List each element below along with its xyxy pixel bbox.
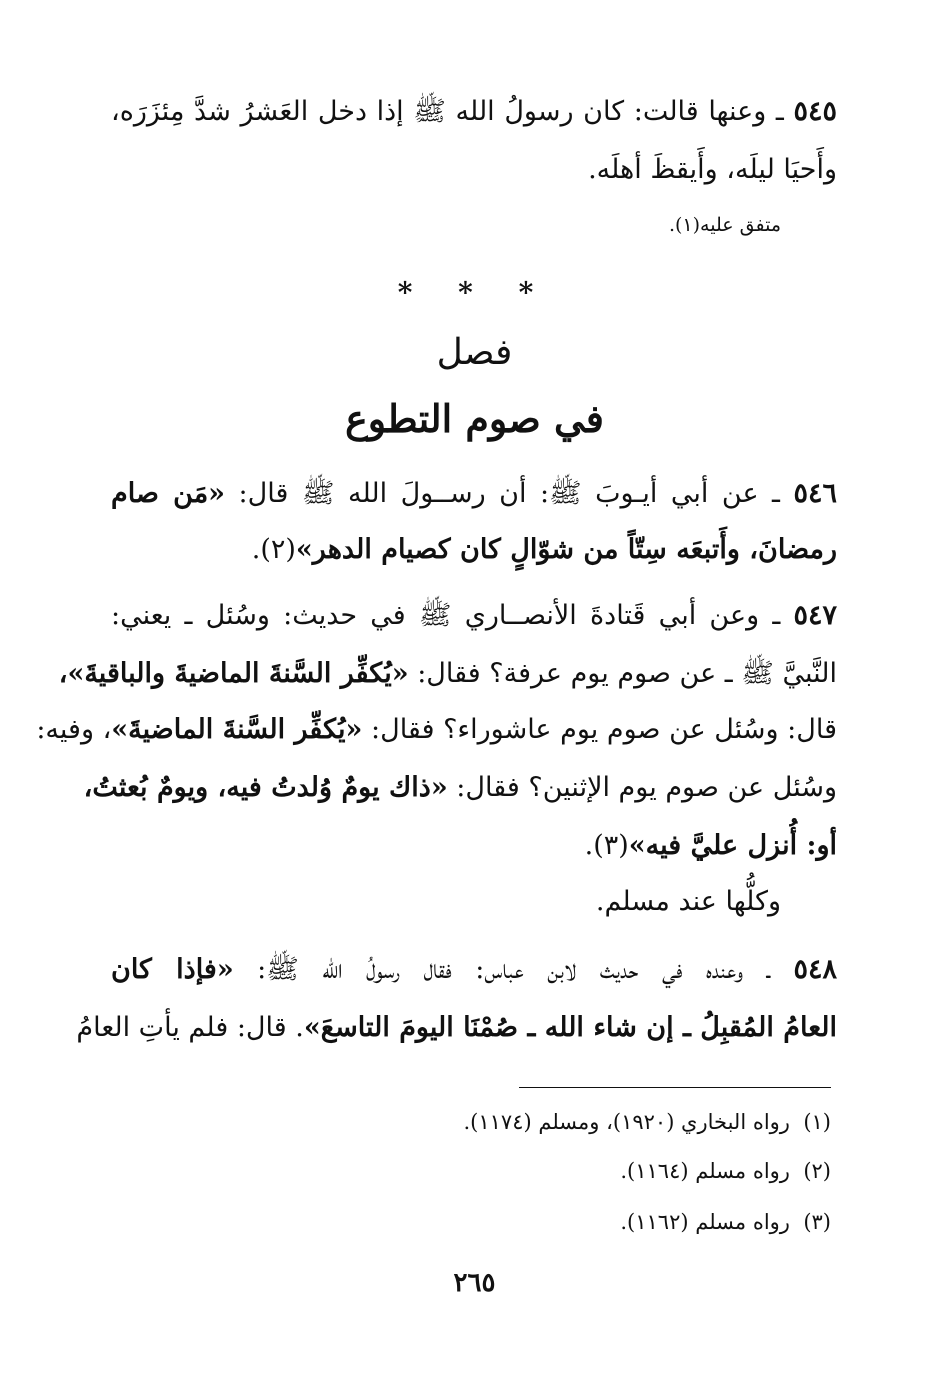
hadith-text: . قال: فلم يأتِ العامُ [76,1012,304,1043]
hadith-547-line-5 [111,826,837,866]
hadith-text: وأَحيَا ليلَه، وأَيقظَ أهلَه. [588,154,837,185]
footnote-divider [519,1087,831,1088]
footnote-mark: (٢) [803,1159,831,1183]
hadith-text: قال: وسُئل عن صوم يوم عاشوراء؟ فقال: [370,714,837,745]
hadith-number: ٥٤٥ [793,96,837,127]
hadith-545-line-1 [111,92,837,132]
footnote-text: رواه البخاري (١٩٢٠)، ومسلم (١١٧٤). [463,1110,790,1134]
section-separator: * * * [397,276,552,309]
hadith-number: ٥٤٦ [793,478,837,509]
hadith-text: النَّبيَّ ﷺ ـ عن صوم يوم عرفة؟ فقال: [417,658,837,689]
footnote-3 [620,1207,831,1237]
hadith-545-source: متفق عليه(١). [668,214,781,236]
footnote-ref: (٢). [251,534,296,565]
footnote-text: رواه مسلم (١١٦٢). [620,1210,790,1234]
hadith-quote: «يُكفِّر السَّنةَ الماضيةَ والباقيةَ»، [58,658,409,689]
footnote-mark: (٣) [803,1210,831,1234]
hadith-546-line-2 [111,530,837,570]
hadith-quote: العامُ المُقبِلُ ـ إن شاء الله ـ صُمْنَا اليومَ التاسعَ» [303,1012,837,1043]
hadith-547-note: وكلُّها عند مسلم. [595,886,781,917]
footnote-2 [620,1156,831,1186]
hadith-quote: «ذاك يومٌ وُلدتُ فيه، ويومٌ بُعثتُ، [83,772,448,803]
hadith-text: ـ وعن أبي قَتادةَ الأنصــاري ﷺ في حديث: وسُئل ـ يعني: [111,600,781,631]
hadith-quote: أو: أُنزل عليَّ فيه» [628,830,837,861]
hadith-548-line-1 [111,950,837,990]
hadith-545-line-2 [111,150,837,190]
footnote-mark: (١) [803,1110,831,1134]
hadith-text: ، وفيه: [36,714,112,745]
hadith-546-line-1 [111,474,837,514]
footnote-ref: (٣). [584,830,629,861]
hadith-quote: «مَن صام [111,478,226,509]
hadith-number: ٥٤٧ [793,600,837,631]
hadith-547-line-3 [36,710,837,750]
page-number: ٢٦٥ [453,1268,496,1298]
section-title: في صوم التطوع [345,396,604,441]
hadith-548-line-2 [76,1008,837,1048]
hadith-text: وسُئل عن صوم يوم الإثنين؟ فقال: [456,772,837,803]
hadith-quote: «يُكفِّر السَّنةَ الماضيةَ» [111,714,363,745]
footnote-text: رواه مسلم (١١٦٤). [620,1159,790,1183]
hadith-547-line-2 [58,654,837,694]
hadith-number: ٥٤٨ [793,954,837,985]
hadith-text: ـ وعنده في حديث لابن عباس: فقال رسولُ الله ﷺ: [257,954,771,985]
hadith-quote: رمضانَ، وأَتبعَه سِتّاً من شوّالٍ كان كصيام الدهر» [295,534,837,565]
footnote-1 [463,1107,831,1137]
hadith-547-line-4 [83,768,837,808]
hadith-quote: «فإذا كان [111,954,234,985]
hadith-547-line-1 [111,596,837,636]
hadith-text: ـ وعنها قالت: كان رسولُ الله ﷺ إذا دخل العَشرُ شدَّ مِئزَرَه، [111,96,784,127]
hadith-text: ـ عن أبي أيـوبَ ﷺ: أن رســولَ الله ﷺ قال: [238,478,780,509]
section-label: فصل [436,332,513,373]
